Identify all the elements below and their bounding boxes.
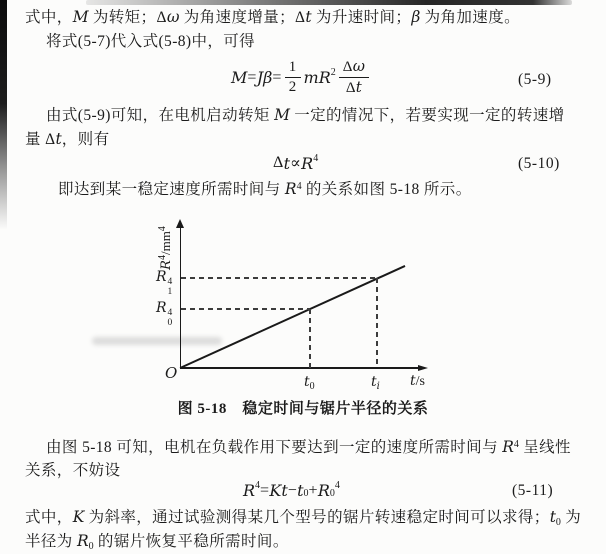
y-axis-arrow-icon (176, 219, 184, 228)
paragraph-assume: 关系，不妨设 (25, 462, 121, 479)
x-tick-label-t0: $t_0$ (304, 374, 315, 392)
trend-line (180, 265, 406, 368)
dashed-guide-R1-level (181, 277, 377, 279)
scan-artifact-top (86, 0, 572, 5)
paragraph-variables-definition: 式中，M 为转矩；Δω 为角速度增量；Δt 为升速时间；β 为角加速度。 (25, 8, 520, 26)
paragraph-K-definition: 式中，K 为斜率，通过试验测得某几个型号的锯片转速稳定时间可以求得；t0 为 (25, 508, 582, 528)
figure-caption: 图 5-18 稳定时间与锯片半径的关系 (177, 401, 429, 417)
equation-5-10-number: (5-10) (518, 155, 560, 172)
equation-5-11: R 4 = K t − t 0 + R 0 4 (243, 480, 340, 500)
paragraph-refer-figure: 即达到某一稳定速度所需时间与 $R^4$ 的关系如图 5-18 所示。 (58, 180, 472, 198)
paragraph-from-eq-5-9: 由式(5-9)可知，在电机启动转矩 M 一定的情况下，若要实现一定的转速增 (46, 106, 565, 124)
y-axis (180, 226, 182, 368)
equation-5-10: Δ t ∝ R 4 (273, 152, 319, 173)
paragraph-delta-t: 量 Δt，则有 (25, 130, 110, 148)
dashed-guide-t0 (309, 309, 311, 368)
y-tick-label-R0: R 4 0 (156, 300, 173, 328)
equation-5-9: M = J β = $\frac{1}{2}$ m R 2 $\frac{\Delta\omega}{\Delta t}$ (231, 58, 372, 98)
scan-artifact-left-edge (0, 0, 7, 230)
dashed-guide-ti (376, 278, 378, 368)
paragraph-from-figure: 由图 5-18 可知，电机在负载作用下要达到一定的速度所需时间与 $R^4$ 呈线性 (46, 438, 571, 456)
equation-5-11-number: (5-11) (512, 482, 554, 499)
equation-5-9-number: (5-9) (518, 71, 552, 88)
paragraph-t0-definition: 半径为 R0 的锯片恢复平稳所需时间。 (25, 532, 289, 552)
x-axis-label: t/s (410, 373, 425, 389)
x-axis (180, 367, 419, 369)
paragraph-substitute-equation: 将式(5-7)代入式(5-8)中，可得 (46, 33, 256, 50)
y-tick-label-R1: R 4 1 (156, 269, 173, 297)
x-tick-label-ti: $t_i$ (371, 374, 380, 392)
x-axis-arrow-icon (418, 365, 428, 371)
dashed-guide-R0-level (181, 308, 310, 310)
origin-label: O (165, 364, 178, 382)
y-axis-label: $R^4/mm^4$ (157, 226, 174, 270)
scan-artifact-smudge (92, 337, 222, 345)
